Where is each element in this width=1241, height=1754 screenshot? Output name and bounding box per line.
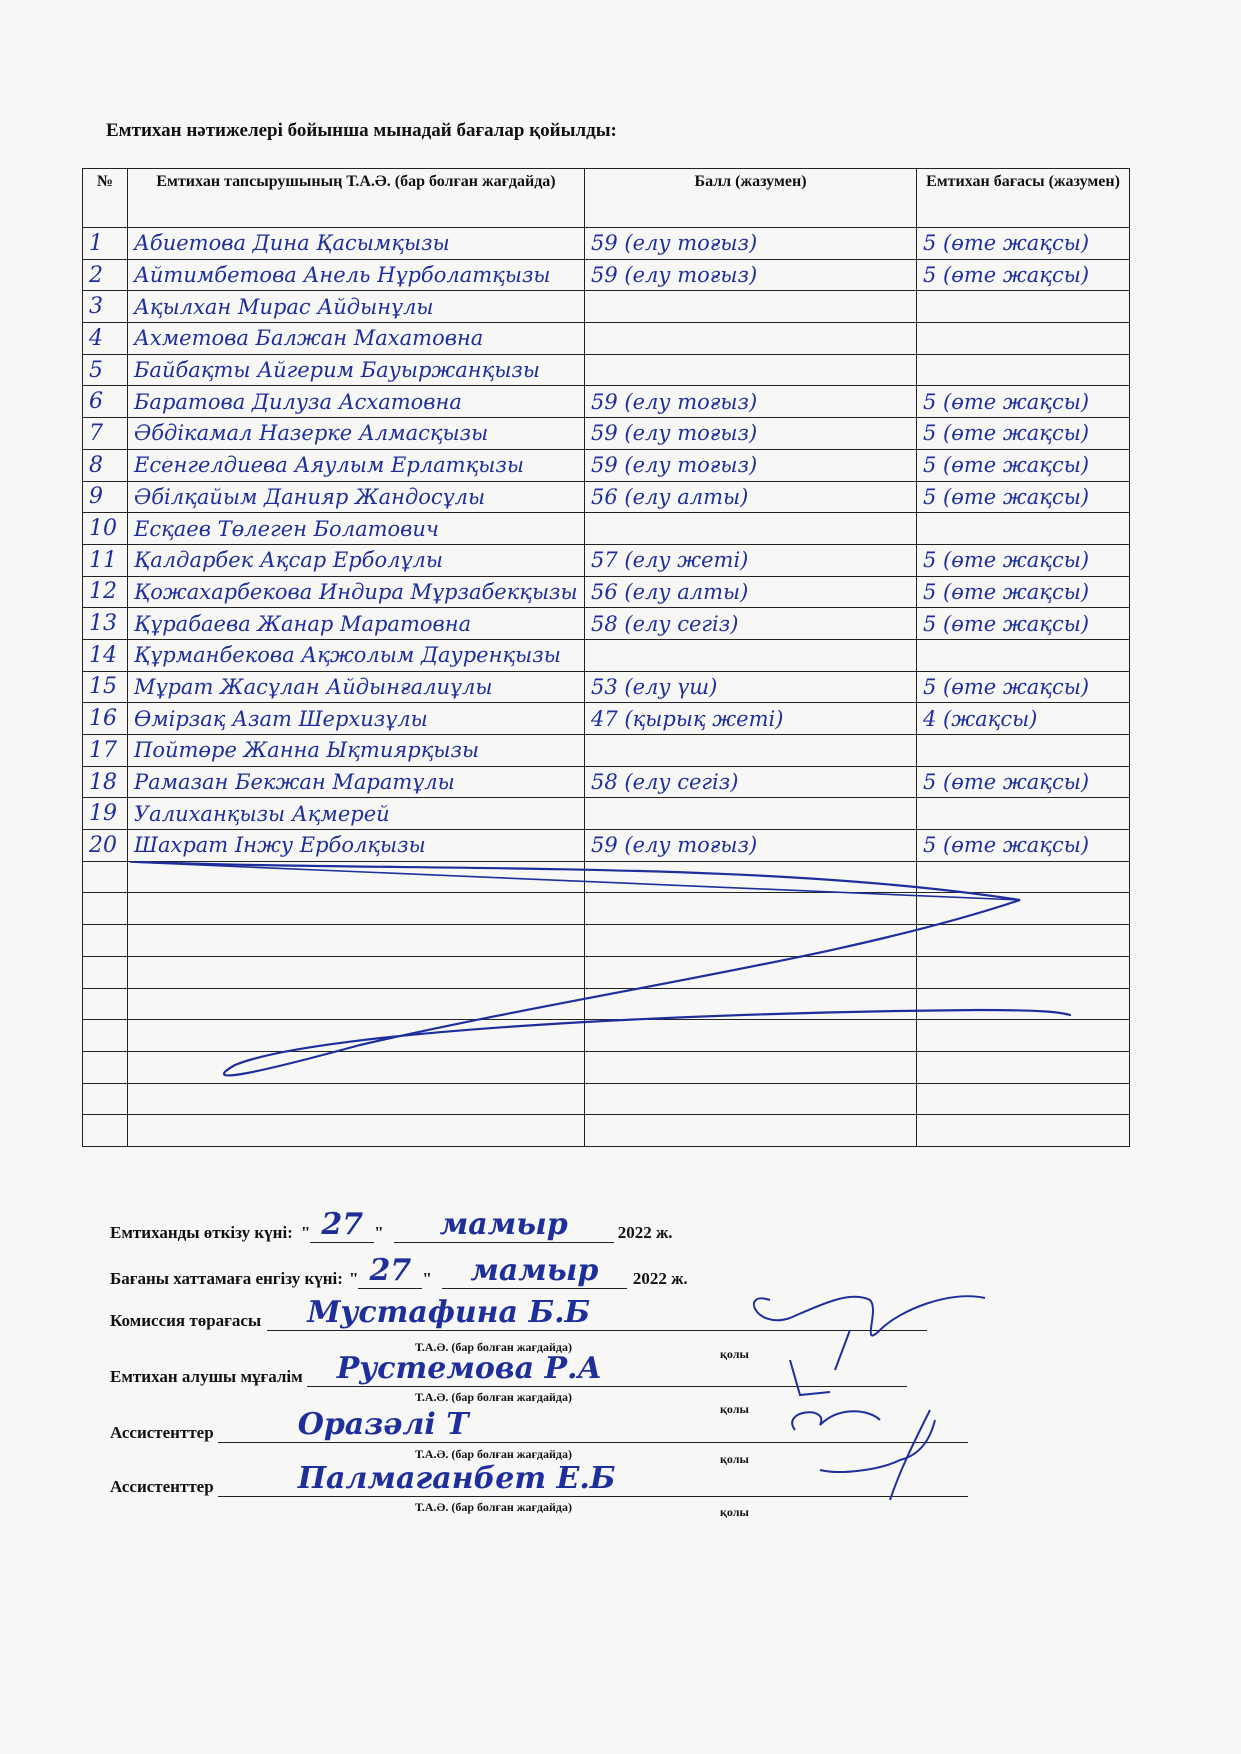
table-row — [83, 798, 1130, 830]
exam-date-line: Емтиханды өткізу күні: " 27 " мамыр 2022 ж. — [110, 1207, 673, 1242]
score-text: 59 (елу тоғыз) — [585, 228, 917, 260]
row-number: 15 — [83, 671, 128, 703]
row-number: 1 — [83, 228, 128, 260]
row-number: 9 — [83, 481, 128, 513]
assistant1-sign-caption: қолы — [720, 1452, 749, 1466]
score-text — [585, 735, 917, 767]
table-row — [83, 418, 1130, 450]
empty-cell — [917, 925, 1130, 957]
student-name: Қожахарбекова Индира Мұрзабекқызы — [128, 576, 585, 608]
empty-cell — [128, 893, 585, 925]
row-number: 2 — [83, 259, 128, 291]
empty-cell — [585, 1051, 917, 1083]
header-score: Балл (жазумен) — [585, 169, 917, 228]
score-text: 59 (елу тоғыз) — [585, 386, 917, 418]
table-row — [83, 481, 1130, 513]
empty-table-row — [83, 861, 1130, 893]
table-header-row — [83, 169, 1130, 228]
grade-text: 5 (өте жақсы) — [917, 449, 1130, 481]
grade-text: 5 (өте жақсы) — [917, 544, 1130, 576]
grade-text: 5 (өте жақсы) — [917, 608, 1130, 640]
row-number: 18 — [83, 766, 128, 798]
exam-day: 27 — [310, 1208, 374, 1243]
table-row — [83, 608, 1130, 640]
grade-text — [917, 513, 1130, 545]
student-name: Айтимбетова Анель Нұрболатқызы — [128, 259, 585, 291]
empty-cell — [585, 956, 917, 988]
table-row — [83, 291, 1130, 323]
score-text — [585, 354, 917, 386]
grade-text: 4 (жақсы) — [917, 703, 1130, 735]
row-number: 10 — [83, 513, 128, 545]
student-name: Ақылхан Мирас Айдынұлы — [128, 291, 585, 323]
chair-name: Мустафина Б.Б — [267, 1296, 927, 1331]
table-row — [83, 354, 1130, 386]
chair-line — [110, 1296, 927, 1331]
row-number: 13 — [83, 608, 128, 640]
empty-cell — [128, 925, 585, 957]
empty-table-row — [83, 925, 1130, 957]
table-row — [83, 513, 1130, 545]
student-name: Әбдікамал Назерке Алмасқызы — [128, 418, 585, 450]
empty-cell — [917, 1020, 1130, 1052]
table-row — [83, 544, 1130, 576]
exam-month: мамыр — [394, 1208, 614, 1243]
empty-cell — [585, 1020, 917, 1052]
teacher-line — [110, 1352, 907, 1387]
score-text: 59 (елу тоғыз) — [585, 449, 917, 481]
grade-text: 5 (өте жақсы) — [917, 576, 1130, 608]
empty-cell — [83, 925, 128, 957]
table-row — [83, 671, 1130, 703]
header-number: № — [83, 169, 128, 228]
empty-cell — [83, 861, 128, 893]
table-row — [83, 449, 1130, 481]
assistant1-line — [110, 1408, 968, 1443]
empty-table-row — [83, 1083, 1130, 1115]
student-name: Әбілқайым Данияр Жандосұлы — [128, 481, 585, 513]
entry-date-label: Бағаны хаттамаға енгізу күні: — [110, 1269, 343, 1288]
empty-table-row — [83, 1020, 1130, 1052]
student-name: Есқаев Төлеген Болатович — [128, 513, 585, 545]
table-row — [83, 576, 1130, 608]
row-number: 8 — [83, 449, 128, 481]
empty-cell — [128, 988, 585, 1020]
sheet-heading: Емтихан нәтижелері бойынша мынадай бағалар қойылды: — [106, 120, 617, 141]
row-number: 11 — [83, 544, 128, 576]
grade-text: 5 (өте жақсы) — [917, 766, 1130, 798]
empty-cell — [83, 1051, 128, 1083]
score-text: 59 (елу тоғыз) — [585, 259, 917, 291]
teacher-label: Емтихан алушы мұғалім — [110, 1367, 303, 1386]
empty-cell — [128, 1020, 585, 1052]
row-number: 5 — [83, 354, 128, 386]
teacher-name: Рустемова Р.А — [307, 1352, 907, 1387]
score-text: 56 (елу алты) — [585, 576, 917, 608]
assistant2-line — [110, 1462, 968, 1497]
entry-day: 27 — [358, 1254, 422, 1289]
empty-cell — [128, 861, 585, 893]
entry-date-line: Бағаны хаттамаға енгізу күні: " 27 " мамыр 2022 ж. — [110, 1253, 688, 1288]
empty-cell — [917, 893, 1130, 925]
empty-cell — [128, 1051, 585, 1083]
empty-cell — [585, 1083, 917, 1115]
student-name: Құрабаева Жанар Маратовна — [128, 608, 585, 640]
empty-cell — [585, 861, 917, 893]
empty-cell — [83, 1083, 128, 1115]
table-row — [83, 766, 1130, 798]
assistant2-sign-caption: қолы — [720, 1505, 749, 1519]
table-row — [83, 228, 1130, 260]
teacher-fio-caption: Т.А.Ә. (бар болған жағдайда) — [415, 1390, 572, 1404]
row-number: 16 — [83, 703, 128, 735]
empty-cell — [128, 956, 585, 988]
empty-cell — [585, 893, 917, 925]
score-text: 53 (елу үш) — [585, 671, 917, 703]
student-name: Пойтөре Жанна Ықтиярқызы — [128, 735, 585, 767]
student-name: Мұрат Жасұлан Айдынғалиұлы — [128, 671, 585, 703]
grade-text — [917, 639, 1130, 671]
grade-text — [917, 323, 1130, 355]
empty-table-row — [83, 1115, 1130, 1147]
grade-text: 5 (өте жақсы) — [917, 671, 1130, 703]
empty-table-row — [83, 988, 1130, 1020]
chair-fio-caption: Т.А.Ә. (бар болған жағдайда) — [415, 1340, 572, 1354]
teacher-sign-caption: қолы — [720, 1402, 749, 1416]
assistant1-name: Оразәлі Т — [218, 1408, 968, 1443]
student-name: Құрманбекова Ақжолым Дауренқызы — [128, 639, 585, 671]
score-text: 56 (елу алты) — [585, 481, 917, 513]
student-name: Байбақты Айгерим Бауыржанқызы — [128, 354, 585, 386]
table-row — [83, 735, 1130, 767]
score-text — [585, 639, 917, 671]
student-name: Өмірзақ Азат Шерхизұлы — [128, 703, 585, 735]
student-name: Ахметова Балжан Махатовна — [128, 323, 585, 355]
empty-table-row — [83, 956, 1130, 988]
student-name: Уалиханқызы Ақмерей — [128, 798, 585, 830]
grades-table — [82, 168, 1130, 1147]
empty-cell — [128, 1115, 585, 1147]
empty-cell — [128, 1083, 585, 1115]
row-number: 3 — [83, 291, 128, 323]
grade-text — [917, 735, 1130, 767]
empty-cell — [585, 988, 917, 1020]
empty-cell — [917, 1051, 1130, 1083]
exam-date-label: Емтиханды өткізу күні: — [110, 1223, 293, 1242]
row-number: 14 — [83, 639, 128, 671]
score-text: 47 (қырық жеті) — [585, 703, 917, 735]
score-text — [585, 323, 917, 355]
empty-cell — [83, 893, 128, 925]
table-row — [83, 259, 1130, 291]
entry-month: мамыр — [442, 1254, 627, 1289]
row-number: 19 — [83, 798, 128, 830]
table-row — [83, 386, 1130, 418]
score-text — [585, 513, 917, 545]
grade-text — [917, 798, 1130, 830]
empty-cell — [917, 988, 1130, 1020]
row-number: 6 — [83, 386, 128, 418]
score-text: 58 (елу сегіз) — [585, 608, 917, 640]
empty-cell — [585, 1115, 917, 1147]
student-name: Баратова Дилуза Асхатовна — [128, 386, 585, 418]
empty-table-row — [83, 1051, 1130, 1083]
assistant1-fio-caption: Т.А.Ә. (бар болған жағдайда) — [415, 1447, 572, 1461]
score-text — [585, 291, 917, 323]
empty-cell — [83, 1115, 128, 1147]
score-text — [585, 798, 917, 830]
row-number: 17 — [83, 735, 128, 767]
assistant2-label: Ассистенттер — [110, 1477, 214, 1496]
empty-cell — [917, 1115, 1130, 1147]
score-text: 59 (елу тоғыз) — [585, 830, 917, 862]
assistant2-fio-caption: Т.А.Ә. (бар болған жағдайда) — [415, 1500, 572, 1514]
empty-cell — [917, 956, 1130, 988]
score-text: 58 (елу сегіз) — [585, 766, 917, 798]
student-name: Шахрат Інжу Ерболқызы — [128, 830, 585, 862]
student-name: Қалдарбек Ақсар Ерболұлы — [128, 544, 585, 576]
assistant2-name: Палмаганбет Е.Б — [218, 1462, 968, 1497]
assistant1-label: Ассистенттер — [110, 1423, 214, 1442]
table-row — [83, 703, 1130, 735]
score-text: 59 (елу тоғыз) — [585, 418, 917, 450]
empty-cell — [83, 1020, 128, 1052]
empty-table-row — [83, 893, 1130, 925]
row-number: 12 — [83, 576, 128, 608]
exam-year: 2022 ж. — [617, 1223, 673, 1242]
empty-cell — [585, 925, 917, 957]
grade-text: 5 (өте жақсы) — [917, 418, 1130, 450]
grade-text: 5 (өте жақсы) — [917, 481, 1130, 513]
empty-cell — [917, 861, 1130, 893]
chair-sign-caption: қолы — [720, 1347, 749, 1361]
grade-text — [917, 354, 1130, 386]
score-text: 57 (елу жеті) — [585, 544, 917, 576]
table-row — [83, 639, 1130, 671]
table-row — [83, 323, 1130, 355]
chair-label: Комиссия төрағасы — [110, 1311, 262, 1330]
header-name: Емтихан тапсырушының Т.А.Ә. (бар болған жағдайда) — [128, 169, 585, 228]
grade-text: 5 (өте жақсы) — [917, 830, 1130, 862]
grade-text — [917, 291, 1130, 323]
row-number: 4 — [83, 323, 128, 355]
student-name: Есенгелдиева Аяулым Ерлатқызы — [128, 449, 585, 481]
grade-text: 5 (өте жақсы) — [917, 228, 1130, 260]
header-grade: Емтихан бағасы (жазумен) — [917, 169, 1130, 228]
row-number: 20 — [83, 830, 128, 862]
grade-text: 5 (өте жақсы) — [917, 386, 1130, 418]
row-number: 7 — [83, 418, 128, 450]
empty-cell — [917, 1083, 1130, 1115]
empty-cell — [83, 956, 128, 988]
student-name: Абиетова Дина Қасымқызы — [128, 228, 585, 260]
grade-text: 5 (өте жақсы) — [917, 259, 1130, 291]
student-name: Рамазан Бекжан Маратұлы — [128, 766, 585, 798]
table-row — [83, 830, 1130, 862]
entry-year: 2022 ж. — [632, 1269, 688, 1288]
empty-cell — [83, 988, 128, 1020]
